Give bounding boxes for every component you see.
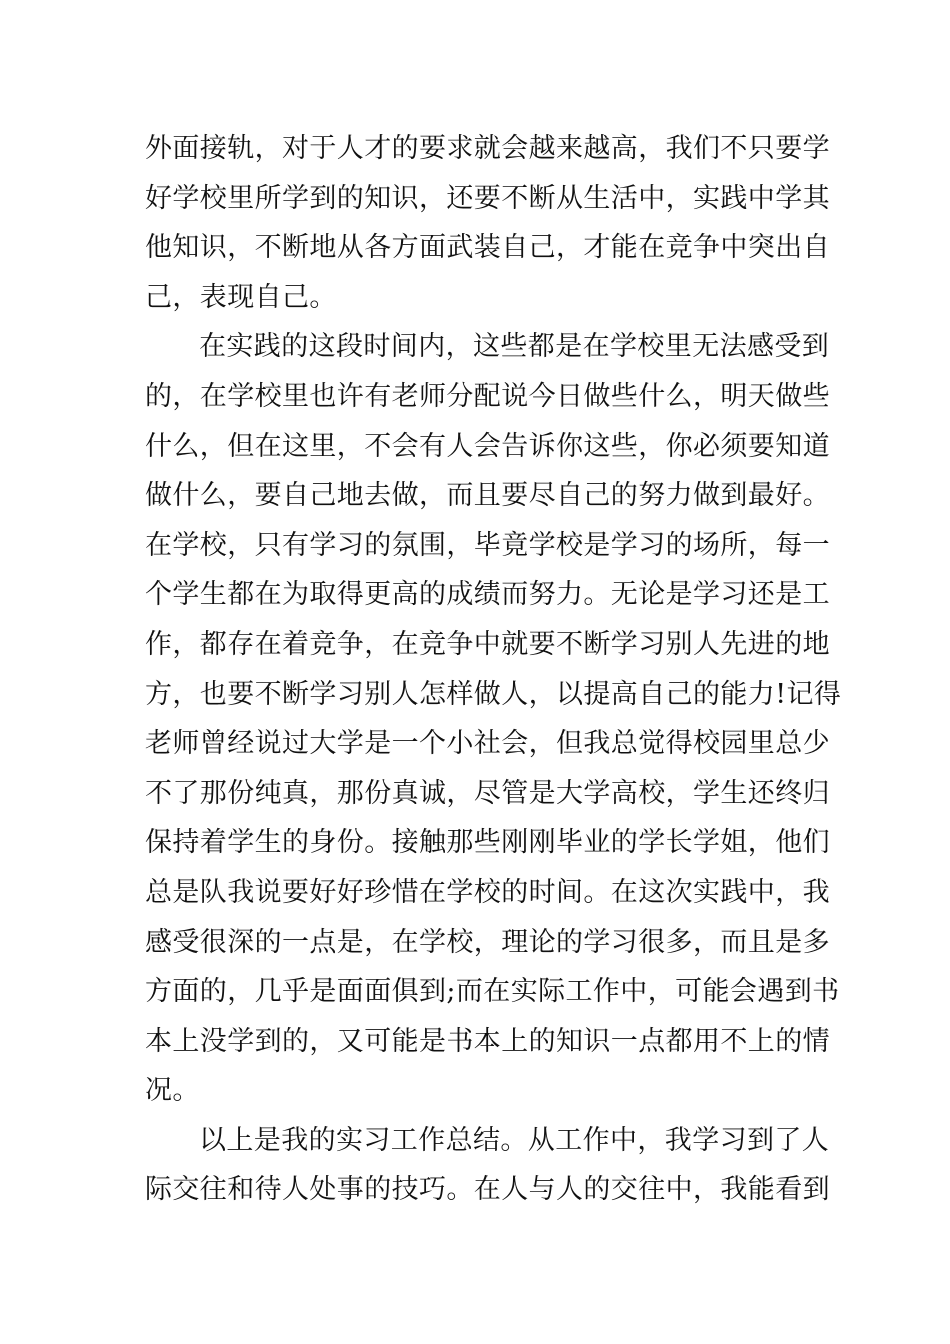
- text-line: 况。: [145, 1075, 200, 1107]
- text-line: 感受很深的一点是，在学校，理论的学习很多，而且是多: [145, 926, 830, 958]
- text-line: 方面的，几乎是面面俱到;而在实际工作中，可能会遇到书: [145, 976, 840, 1008]
- text-line: 不了那份纯真，那份真诚，尽管是大学高校，学生还终归: [145, 777, 830, 809]
- text-line: 老师曾经说过大学是一个小社会，但我总觉得校园里总少: [145, 728, 830, 760]
- text-line: 外面接轨，对于人才的要求就会越来越高，我们不只要学: [145, 133, 830, 164]
- text-line: 在实践的这段时间内，这些都是在学校里无法感受到: [199, 331, 830, 363]
- body-text: [145, 124, 842, 1215]
- text-line: 以上是我的实习工作总结。从工作中，我学习到了人: [199, 1124, 830, 1156]
- text-line: 保持着学生的身份。接触那些刚刚毕业的学长学姐，他们: [145, 827, 830, 859]
- text-line: 方，也要不断学习别人怎样做人，以提高自己的能力!记得: [145, 678, 842, 710]
- text-line: 作，都存在着竞争，在竞争中就要不断学习别人先进的地: [145, 628, 830, 660]
- text-line: 际交往和待人处事的技巧。在人与人的交往中，我能看到: [145, 1174, 830, 1206]
- text-line: 己，表现自己。: [145, 281, 337, 313]
- text-line: 好学校里所学到的知识，还要不断从生活中，实践中学其: [145, 182, 830, 214]
- text-line: 本上没学到的，又可能是书本上的知识一点都用不上的情: [145, 1025, 830, 1057]
- text-line: 总是队我说要好好珍惜在学校的时间。在这次实践中，我: [145, 876, 830, 908]
- text-line: 做什么，要自己地去做，而且要尽自己的努力做到最好。: [145, 480, 830, 512]
- text-line: 个学生都在为取得更高的成绩而努力。无论是学习还是工: [145, 579, 830, 611]
- text-line: 他知识，不断地从各方面武装自己，才能在竞争中突出自: [145, 232, 830, 264]
- text-line: 在学校，只有学习的氛围，毕竟学校是学习的场所，每一: [145, 529, 830, 561]
- text-line: 的，在学校里也许有老师分配说今日做些什么，明天做些: [145, 380, 830, 412]
- text-line: 什么，但在这里，不会有人会告诉你这些，你必须要知道: [145, 430, 830, 462]
